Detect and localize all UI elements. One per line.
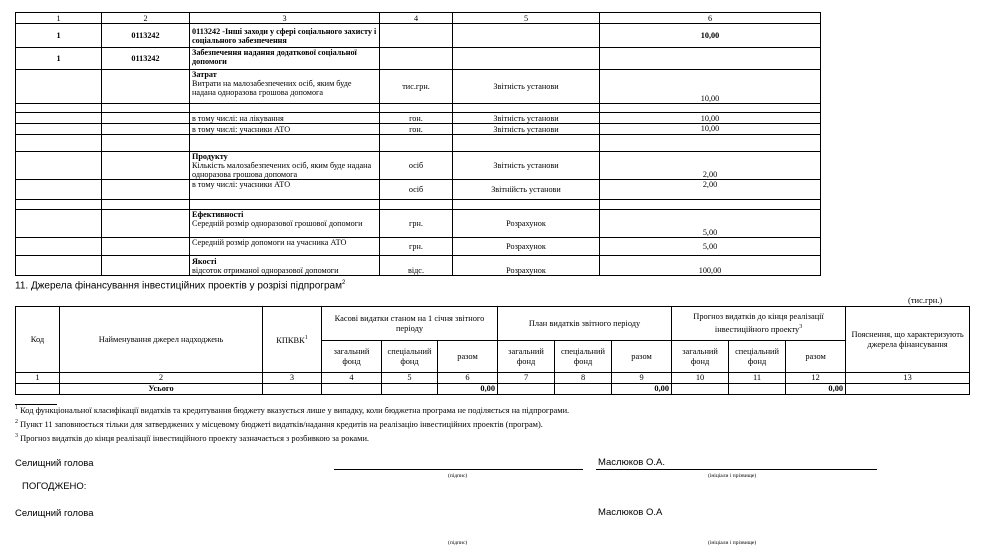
cell-code (102, 200, 190, 210)
cell-empty (672, 384, 729, 395)
cell-unit: відс. (380, 256, 453, 276)
cell-code (102, 124, 190, 135)
footnote (15, 405, 569, 415)
col-header-notes: Пояснення, що характеризують джерела фінансування (846, 307, 970, 373)
col-header-cash: Касові видатки станом на 1 січня звітного періоду (322, 307, 498, 341)
col-number: 3 (263, 373, 322, 384)
cell-unit: тис.грн. (380, 70, 453, 104)
total-cash: 0,00 (438, 384, 498, 395)
signatory-name: Маслюков О.А (598, 507, 663, 518)
cell-code: 0113242 (102, 24, 190, 48)
footnote-text: Прогноз видатків до кінця реалізації інвестиційного проекту зазначається з розбивкою за роками. (18, 433, 370, 443)
cell-empty (263, 384, 322, 395)
indicators-table (15, 12, 821, 276)
cell-unit: гон. (380, 124, 453, 135)
cell-source: Розрахунок (453, 238, 600, 256)
numbers-row (16, 373, 970, 384)
units-label: (тис.грн.) (908, 295, 943, 305)
table-row (16, 256, 821, 276)
col-header-special: спеціальний фонд (729, 341, 786, 373)
cell-value: 2,00 (600, 152, 821, 180)
table-row (16, 238, 821, 256)
table-row (16, 104, 821, 113)
col-header-kpkvk (263, 307, 322, 373)
cell-unit (380, 104, 453, 113)
col-header: 1 (16, 13, 102, 24)
table-row (16, 210, 821, 238)
cell-source: Звітність установи (453, 70, 600, 104)
section-title (15, 280, 345, 291)
header-row (16, 13, 821, 24)
cell-name (190, 200, 380, 210)
cell-source (453, 48, 600, 70)
cell-name: Забезпечення надання додаткової соціальної допомоги (190, 48, 380, 70)
cell-name: Середній розмір одноразової грошової допомоги (192, 219, 363, 228)
cell-name: в тому числі: на лікування (190, 113, 380, 124)
cell-unit (380, 24, 453, 48)
cell-name: відсоток отриманої одноразової допомоги (192, 266, 339, 275)
cell-number (16, 70, 102, 104)
section-title-text: 11. Джерела фінансування інвестиційних проектів у розрізі підпрограм (15, 280, 342, 292)
cell-empty (498, 384, 555, 395)
col-number: 8 (555, 373, 612, 384)
cell-code (102, 238, 190, 256)
cell-source (453, 24, 600, 48)
col-number: 10 (672, 373, 729, 384)
footnote-mark: 2 (15, 419, 18, 425)
footnote-ref: 1 (304, 335, 308, 342)
cell-name: 0113242 -Інші заходи у сфері соціального захисту і соціального забезпечення (190, 24, 380, 48)
col-header-special: спеціальний фонд (382, 341, 438, 373)
financing-sources-table (15, 306, 970, 395)
col-number: 1 (16, 373, 60, 384)
group-heading: Затрат (192, 70, 217, 79)
cell-source: Розрахунок (453, 210, 600, 238)
footnote (15, 419, 543, 429)
signature-caption: (підпис) (448, 540, 468, 546)
cell-code (102, 256, 190, 276)
cell-source: Розрахунок (453, 256, 600, 276)
col-header-general: загальний фонд (498, 341, 555, 373)
cell-number (16, 256, 102, 276)
table-row (16, 135, 821, 152)
col-number: 13 (846, 373, 970, 384)
cell-unit (380, 48, 453, 70)
col-header-general: загальний фонд (672, 341, 729, 373)
cell-value: 10,00 (600, 113, 821, 124)
cell-code (102, 113, 190, 124)
cell-code (102, 180, 190, 200)
signature-caption: (підпис) (448, 473, 468, 479)
total-label: Усього (60, 384, 263, 395)
cell-value: 10,00 (600, 124, 821, 135)
cell-name (190, 104, 380, 113)
col-header: 3 (190, 13, 380, 24)
cell-value: 10,00 (600, 24, 821, 48)
cell-code (102, 104, 190, 113)
col-header-total: разом (438, 341, 498, 373)
cell-code: 0113242 (102, 48, 190, 70)
header-row (16, 307, 970, 341)
col-number: 7 (498, 373, 555, 384)
total-plan: 0,00 (612, 384, 672, 395)
cell-source: Звітність установи (453, 113, 600, 124)
group-heading: Продукту (192, 152, 228, 161)
col-number: 2 (60, 373, 263, 384)
kpkvk-text: КПКВК (276, 335, 305, 345)
group-heading: Ефективності (192, 210, 244, 219)
cell-number: 1 (16, 24, 102, 48)
footnote-text: Код функціональної класифікації видатків та кредитування бюджету вказується лише у випадку, коли бюджетна програма не поділяється на підпрограми. (18, 405, 570, 415)
cell-number (16, 210, 102, 238)
col-header-name: Найменування джерел надходжень (60, 307, 263, 373)
cell-name: Витрати на малозабезпечених осіб, яким буде надана одноразова грошова допомога (192, 79, 352, 97)
cell-unit (380, 135, 453, 152)
cell-unit: осіб (380, 152, 453, 180)
col-number: 4 (322, 373, 382, 384)
cell-source: Звітність установи (453, 124, 600, 135)
col-number: 6 (438, 373, 498, 384)
col-number: 9 (612, 373, 672, 384)
footnote-mark: 1 (15, 405, 18, 411)
cell-number (16, 104, 102, 113)
cell-unit: гон. (380, 113, 453, 124)
cell-number (16, 113, 102, 124)
cell-name (190, 135, 380, 152)
col-header-special: спеціальний фонд (555, 341, 612, 373)
cell-empty (555, 384, 612, 395)
cell-number: 1 (16, 48, 102, 70)
signatory-title: Селищний голова (15, 458, 94, 469)
cell-code (102, 70, 190, 104)
cell-value (600, 104, 821, 113)
col-header: 6 (600, 13, 821, 24)
cell-value (600, 48, 821, 70)
table-row (16, 124, 821, 135)
col-header-code: Код (16, 307, 60, 373)
cell-source (453, 104, 600, 113)
col-header-total: разом (786, 341, 846, 373)
group-heading: Якості (192, 257, 217, 266)
footnote-ref: 3 (799, 324, 803, 331)
footnote-text: Пункт 11 заповнюється тільки для затверджених у місцевому бюджеті видатків/надання кредитів на реалізацію інвестиційних проектів (програм). (18, 419, 543, 429)
cell-source (453, 200, 600, 210)
table-row (16, 70, 821, 104)
agreed-label: ПОГОДЖЕНО: (22, 481, 87, 492)
cell-source (453, 135, 600, 152)
cell-value: 2,00 (600, 180, 821, 200)
table-row (16, 113, 821, 124)
signatory-title: Селищний голова (15, 508, 94, 519)
col-header: 2 (102, 13, 190, 24)
forecast-text: Прогноз видатків до кінця реалізації інвестиційного проекту (693, 312, 824, 334)
cell-value (600, 135, 821, 152)
cell-unit (380, 200, 453, 210)
cell-source: Звітність установи (453, 152, 600, 180)
table-row (16, 24, 821, 48)
cell-value (600, 200, 821, 210)
cell-value: 5,00 (600, 210, 821, 238)
cell-name: Середній розмір допомоги на учасника АТО (190, 238, 380, 256)
cell-name: Кількість малозабезпечених осіб, яким буде надана одноразова грошова допомога (192, 161, 372, 179)
col-number: 12 (786, 373, 846, 384)
col-header-total: разом (612, 341, 672, 373)
col-header-forecast (672, 307, 846, 341)
col-header: 5 (453, 13, 600, 24)
cell-empty (16, 384, 60, 395)
footnote-ref: 2 (341, 280, 346, 286)
table-row (16, 48, 821, 70)
cell-empty (382, 384, 438, 395)
cell-number (16, 124, 102, 135)
cell-value: 100,00 (600, 256, 821, 276)
cell-number (16, 180, 102, 200)
cell-unit: грн. (380, 238, 453, 256)
cell-empty (322, 384, 382, 395)
footnote (15, 433, 369, 443)
cell-number (16, 200, 102, 210)
col-number: 11 (729, 373, 786, 384)
cell-value: 10,00 (600, 70, 821, 104)
cell-code (102, 152, 190, 180)
col-header-plan: План видатків звітного періоду (498, 307, 672, 341)
name-caption: (ініціали і прізвище) (708, 473, 757, 479)
cell-empty (846, 384, 970, 395)
cell-number (16, 135, 102, 152)
name-line (596, 469, 877, 470)
cell-name: в тому числі: учасники АТО (190, 124, 380, 135)
cell-name: в тому числі: учасники АТО (190, 180, 380, 200)
name-caption: (ініціали і прізвище) (708, 540, 757, 546)
total-forecast: 0,00 (786, 384, 846, 395)
cell-number (16, 238, 102, 256)
cell-value: 5,00 (600, 238, 821, 256)
cell-number (16, 152, 102, 180)
cell-source: Звітнійсть установи (453, 180, 600, 200)
footnote-mark: 3 (15, 433, 18, 439)
col-header-general: загальний фонд (322, 341, 382, 373)
cell-code (102, 135, 190, 152)
table-row (16, 200, 821, 210)
cell-empty (729, 384, 786, 395)
table-row (16, 180, 821, 200)
table-row (16, 152, 821, 180)
total-row (16, 384, 970, 395)
cell-code (102, 210, 190, 238)
col-number: 5 (382, 373, 438, 384)
signature-line (334, 469, 583, 470)
col-header: 4 (380, 13, 453, 24)
cell-unit: грн. (380, 210, 453, 238)
cell-unit: осіб (380, 180, 453, 200)
signatory-name: Маслюков О.А. (598, 457, 665, 468)
